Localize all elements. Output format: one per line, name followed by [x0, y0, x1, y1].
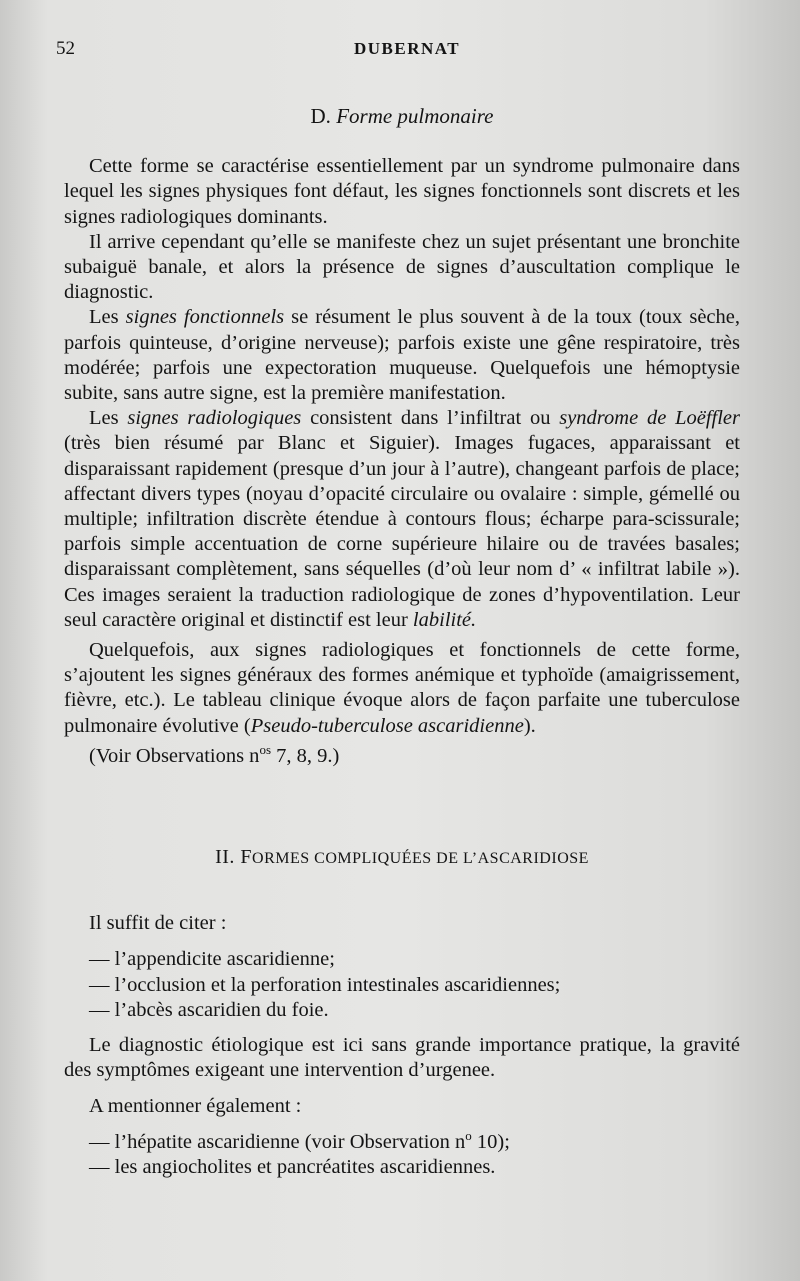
paragraph	[64, 305, 740, 406]
text-run: Quelquefois, aux signes radiologiques et fonctionnels de cette forme, s’ajoutent les signes généraux des formes anémique et typhoïde (amaigrissement, fièvre, etc.). Le tableau clinique évoque alors de façon parfaite une tuberculose pulmonaire évolutive (	[64, 639, 740, 737]
list-item: — les angiocholites et pancréatites ascaridiennes.	[89, 1155, 496, 1178]
list-item: — l’occlusion et la perforation intestinales ascaridiennes;	[89, 973, 561, 996]
section-number: D.	[310, 104, 331, 128]
emphasis: Pseudo-tuberculose ascaridienne	[250, 714, 524, 737]
text-run: ).	[523, 714, 536, 737]
paragraph	[64, 406, 740, 633]
text-run: Les	[89, 407, 128, 430]
paragraph	[64, 638, 740, 739]
emphasis: signes radiologiques	[127, 407, 302, 430]
text-run: se résument le plus souvent à de la toux (toux sèche, parfois quinteuse, d’origine nerveuse); parfois existe une gêne respiratoire, très modérée; parfois une expectoration muqueuse. Quelquefois une hémoptysie subite, sans autre signe, est la première manifestation.	[64, 306, 740, 405]
paragraph: Cette forme se caractérise essentiellement par un syndrome pulmonaire dans lequel les signes physiques font défaut, les signes fonctionnels sont discrets et les signes radiologiques dominants.	[64, 155, 740, 228]
part-number: II. F	[215, 846, 253, 869]
text-run: 10);	[471, 1130, 510, 1153]
complications-list	[64, 947, 740, 1023]
list-item	[89, 1127, 740, 1155]
observation-reference	[64, 744, 740, 769]
also-list	[64, 1127, 740, 1180]
emphasis: labilité.	[412, 608, 477, 631]
text-run: consistent dans l’infiltrat ou	[301, 407, 560, 430]
superscript: o	[465, 1127, 472, 1143]
part-heading	[64, 845, 740, 871]
paragraph: Il arrive cependant qu’elle se manifeste chez un sujet présentant une bronchite subaiguë banale, et alors la présence de signes d’auscultation complique le diagnostic.	[64, 230, 740, 304]
text-run: — l’hépatite ascaridienne (voir Observation n	[89, 1130, 466, 1153]
section-title: Forme pulmonaire	[336, 104, 494, 128]
section-heading	[64, 104, 740, 129]
paragraph: Le diagnostic étiologique est ici sans grande importance pratique, la gravité des symptômes exigeant une intervention d’urgenee.	[64, 1034, 740, 1082]
text-run: (très bien résumé par Blanc et Siguier). Images fugaces, apparaissant et disparaissant rapidement (presque d’un jour à l’autre), changeant parfois de place; affectant divers types (noyau d’opacité circulaire ou ovalaire : simple, gémellé ou multiple; infiltration discrète étendue à contours flous; écharpe para-scissurale; parfois simple accentuation de corne supérieure hilaire ou de travées basales; disparaissant complètement, sans séquelles (d’où leur nom d’ « infiltrat labile »). Ces images seraient la traduction radiologique de zones d’hypoventilation. Leur seul caractère original et distinctif est leur	[64, 432, 740, 631]
text-column	[56, 22, 740, 1190]
list-item: — l’abcès ascaridien du foie.	[89, 998, 329, 1021]
list-item: — l’appendicite ascaridienne;	[89, 948, 335, 971]
paragraph: Il suffit de citer :	[89, 912, 227, 935]
running-author: DUBERNAT	[354, 39, 461, 58]
page-number: 52	[56, 38, 75, 59]
text-run: (Voir Observations n	[89, 744, 260, 767]
superscript: os	[259, 742, 271, 758]
text-run: Les	[89, 306, 126, 329]
paragraph: A mentionner également :	[89, 1094, 302, 1117]
emphasis: syndrome de Loëffler	[559, 407, 740, 430]
running-header	[56, 22, 740, 59]
text-run: 7, 8, 9.)	[271, 744, 340, 767]
part-title: ORMES COMPLIQUÉES DE L’ASCARIDIOSE	[252, 850, 589, 868]
emphasis: signes fonctionnels	[125, 306, 285, 329]
